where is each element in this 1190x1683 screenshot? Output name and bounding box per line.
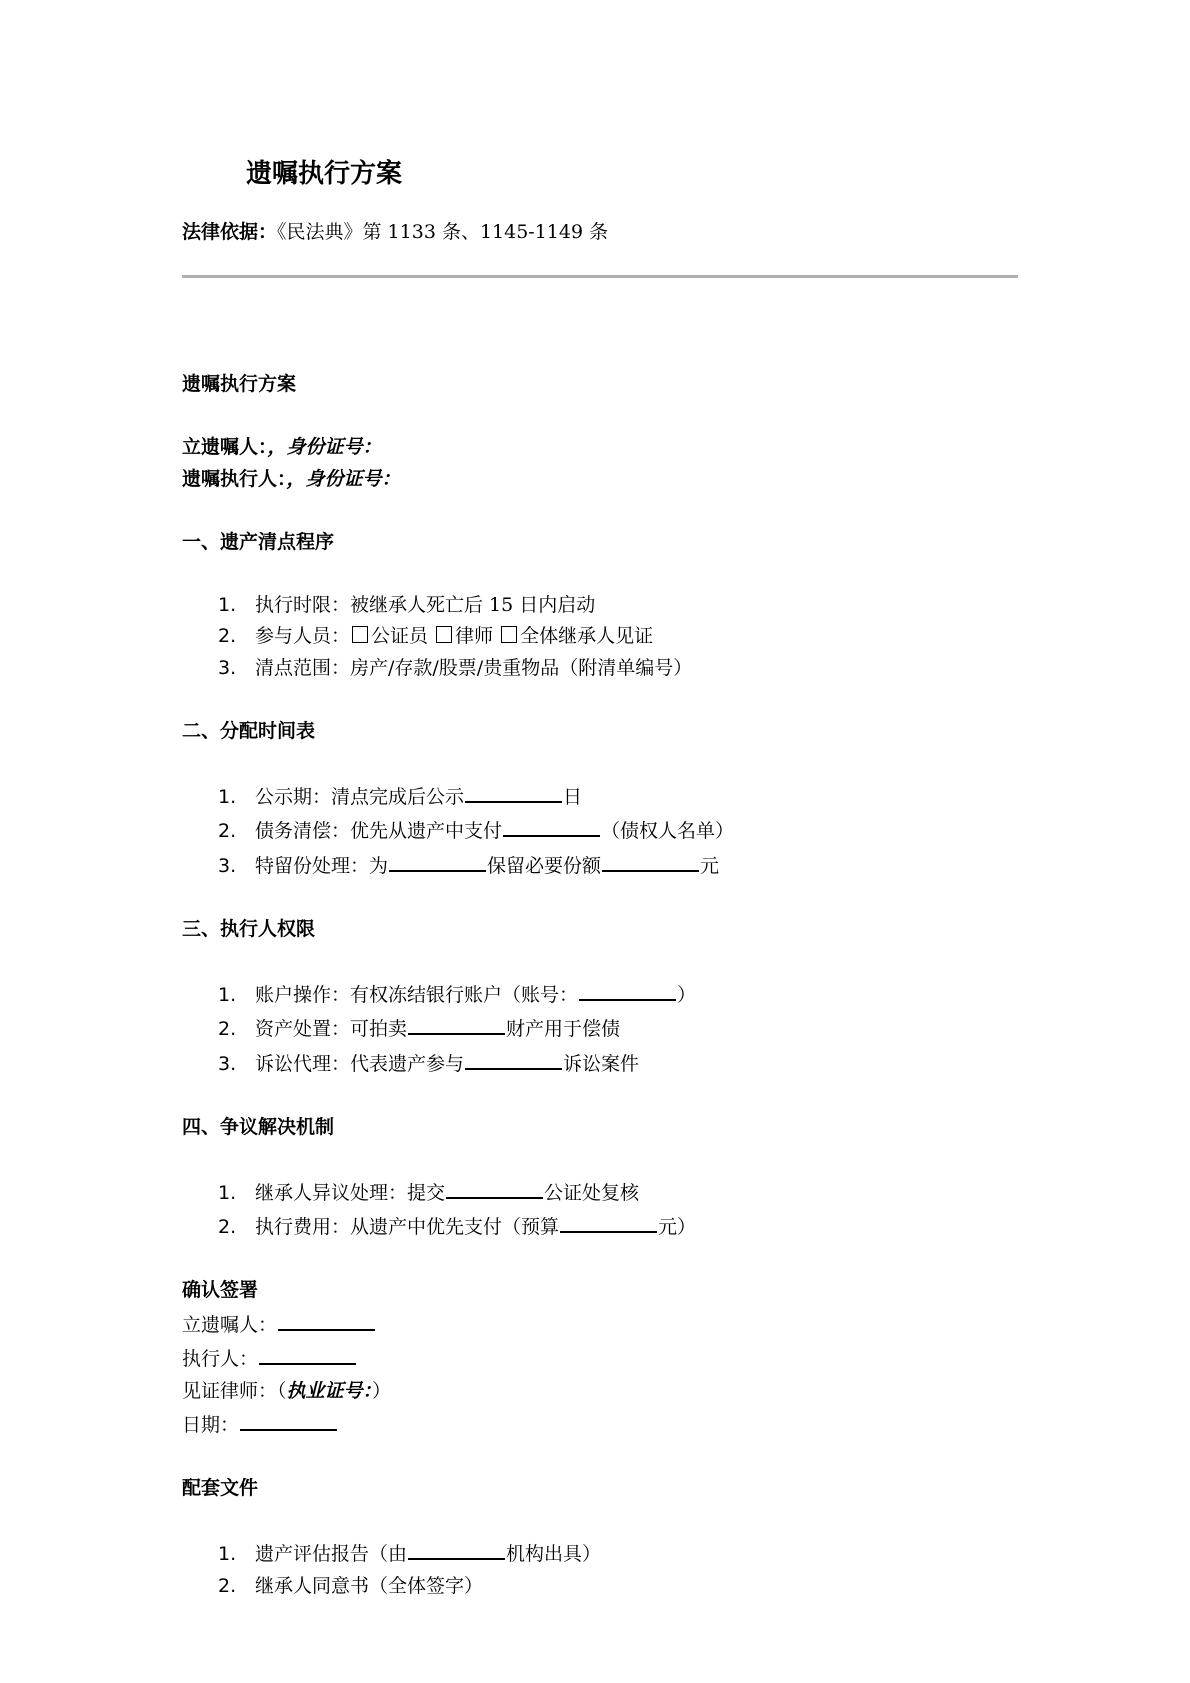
- list-text: [255, 1046, 639, 1081]
- text-part: 日: [563, 785, 583, 808]
- text-part: 诉讼案件: [563, 1052, 640, 1075]
- list-number: 2.: [218, 1018, 237, 1040]
- sign-executor-line: [182, 1341, 1018, 1376]
- list-item: [218, 621, 1018, 653]
- lawyer-checkbox[interactable]: [436, 626, 452, 643]
- list-item: [218, 1046, 1018, 1081]
- text-part: 债务清偿：优先从遗产中支付: [255, 820, 503, 842]
- blank-field[interactable]: [602, 848, 699, 872]
- list-item: [218, 1011, 1018, 1046]
- blank-field[interactable]: [446, 1175, 543, 1199]
- text-part: 保留必要份额: [487, 854, 602, 877]
- list-item: [218, 848, 1018, 883]
- authority-list: [182, 977, 1018, 1081]
- sign-date-line: [182, 1407, 1018, 1442]
- sign-lawyer-label: 见证律师：: [182, 1379, 278, 1402]
- text-part: 继承人异议处理：提交: [255, 1181, 446, 1204]
- sign-testator-label: 立遗嘱人：: [182, 1313, 278, 1336]
- executor-signature-field[interactable]: [259, 1341, 356, 1365]
- text-part: （债权人名单）: [601, 820, 735, 842]
- blank-field[interactable]: [465, 1046, 562, 1070]
- paren-close: ）: [372, 1379, 392, 1402]
- legal-basis-label: 法律依据：: [182, 221, 278, 243]
- text-part: 机构出具）: [506, 1543, 602, 1565]
- section-heading-documents: 配套文件: [182, 1477, 259, 1499]
- list-text: [255, 1536, 601, 1571]
- section-title: 遗嘱执行方案: [182, 373, 297, 395]
- blank-field[interactable]: [389, 848, 486, 872]
- text-part: 财产用于偿债: [506, 1018, 621, 1040]
- list-item: [218, 813, 1018, 848]
- executor-line: [182, 464, 1018, 496]
- list-number: 2.: [218, 625, 237, 647]
- list-text: 继承人同意书（全体签字）: [255, 1574, 484, 1597]
- text-part: 元）: [658, 1216, 697, 1238]
- text-part: 执行费用：从遗产中优先支付（预算: [255, 1216, 560, 1238]
- document-title: 遗嘱执行方案: [246, 159, 403, 189]
- list-number: 3.: [218, 854, 237, 877]
- document-body: [182, 369, 1018, 1602]
- list-number: 1.: [218, 785, 237, 808]
- sign-lawyer-line: [182, 1376, 1018, 1408]
- section-heading-inventory: 一、遗产清点程序: [182, 530, 335, 553]
- testator-label: 立遗嘱人：: [182, 436, 268, 458]
- list-text: [255, 813, 734, 848]
- schedule-list: [182, 779, 1018, 883]
- testator-id-label: 身份证号：: [286, 436, 382, 458]
- list-text: [255, 1011, 620, 1046]
- testator-signature-field[interactable]: [278, 1307, 375, 1331]
- section-heading-schedule: 二、分配时间表: [182, 719, 316, 742]
- list-text: 清点范围：房产/存款/股票/贵重物品（附清单编号）: [255, 656, 693, 679]
- list-item: [218, 977, 1018, 1012]
- disputes-list: [182, 1175, 1018, 1244]
- notary-checkbox[interactable]: [352, 626, 368, 643]
- list-item: [218, 590, 1018, 622]
- list-number: 1.: [218, 1181, 237, 1204]
- list-number: 1.: [218, 1543, 237, 1565]
- date-field[interactable]: [240, 1407, 337, 1431]
- testator-sep: ，: [267, 436, 287, 458]
- section-heading-authority: 三、执行人权限: [182, 917, 316, 940]
- list-item: [218, 1209, 1018, 1244]
- executor-label: 遗嘱执行人：: [182, 467, 287, 490]
- list-item: [218, 1175, 1018, 1210]
- text-part: 公示期：清点完成后公示: [255, 785, 465, 808]
- text-part: 遗产评估报告（由: [255, 1543, 408, 1565]
- legal-basis: [182, 218, 608, 246]
- list-number: 1.: [218, 593, 237, 616]
- list-item: [218, 1536, 1018, 1571]
- blank-field[interactable]: [408, 1536, 505, 1560]
- blank-field[interactable]: [579, 977, 676, 1001]
- list-number: 1.: [218, 983, 237, 1006]
- blank-field[interactable]: [408, 1011, 505, 1035]
- list-number: 2.: [218, 820, 237, 842]
- section-heading-disputes: 四、争议解决机制: [182, 1115, 335, 1138]
- text-part: 特留份处理：为: [255, 854, 389, 877]
- documents-list: [182, 1536, 1018, 1602]
- text-part: 元: [700, 854, 720, 877]
- participants-label: 参与人员：: [255, 625, 351, 647]
- executor-id-label: 身份证号：: [305, 467, 401, 490]
- text-part: ）: [677, 983, 697, 1006]
- text-part: 公证处复核: [544, 1181, 640, 1204]
- list-text: [255, 977, 696, 1012]
- list-number: 3.: [218, 1052, 237, 1075]
- inventory-list: [182, 590, 1018, 685]
- testator-line: [182, 432, 1018, 464]
- blank-field[interactable]: [503, 813, 600, 837]
- heirs-checkbox[interactable]: [501, 626, 517, 643]
- sign-testator-line: [182, 1307, 1018, 1342]
- text-part: 诉讼代理：代表遗产参与: [255, 1052, 465, 1075]
- section-heading-signatures: 确认签署: [182, 1279, 259, 1301]
- executor-sep: ，: [286, 467, 306, 490]
- blank-field[interactable]: [465, 779, 562, 803]
- list-number: 2.: [218, 1216, 237, 1238]
- text-part: 账户操作：有权冻结银行账户（账号：: [255, 983, 579, 1006]
- list-item: [218, 1571, 1018, 1603]
- list-text: [255, 1209, 696, 1244]
- text-part: 资产处置：可拍卖: [255, 1018, 408, 1040]
- list-item: [218, 653, 1018, 685]
- list-text: [255, 848, 719, 883]
- legal-basis-value: 《民法典》第 1133 条、1145-1149 条: [277, 221, 609, 243]
- list-number: 3.: [218, 656, 237, 679]
- sign-date-label: 日期：: [182, 1414, 240, 1436]
- horizontal-divider: [182, 275, 1018, 278]
- sign-executor-label: 执行人：: [182, 1348, 259, 1370]
- paren-open: （: [277, 1379, 287, 1402]
- list-text: [255, 1175, 639, 1210]
- heirs-option-label: 全体继承人见证: [520, 625, 654, 647]
- list-item: [218, 779, 1018, 814]
- blank-field[interactable]: [560, 1209, 657, 1233]
- lawyer-license-label: 执业证号：: [286, 1379, 373, 1402]
- notary-option-label: 公证员: [371, 625, 429, 647]
- list-number: 2.: [218, 1574, 237, 1597]
- list-text: 执行时限：被继承人死亡后 15 日内启动: [255, 593, 596, 616]
- list-text: [255, 779, 582, 814]
- lawyer-option-label: 律师: [455, 625, 494, 647]
- list-text: [255, 621, 653, 653]
